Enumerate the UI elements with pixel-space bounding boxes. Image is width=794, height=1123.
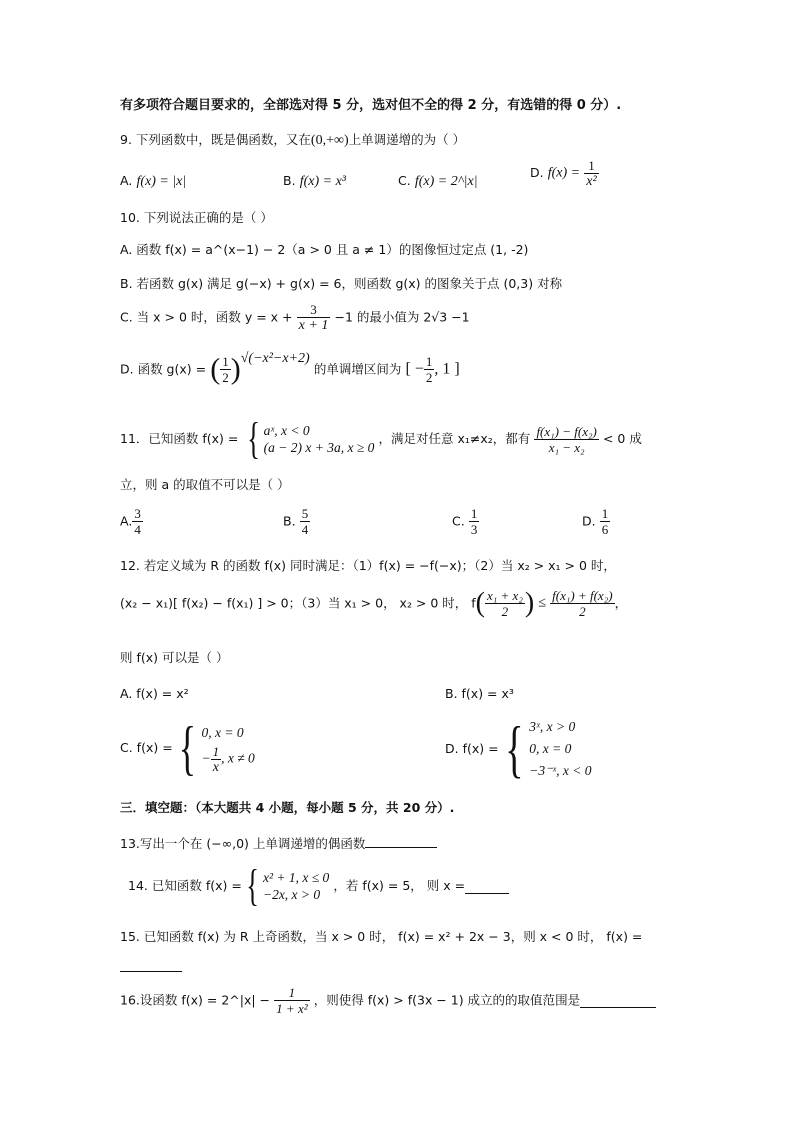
q9-option-c [398,172,478,191]
q12-c-case2-post: , x ≠ 0 [221,750,255,766]
q11-piecewise [264,422,375,456]
q10-c-den: x + 1 [298,318,329,333]
q11-option-d [582,506,610,544]
q11-d-num: 1 [601,506,609,521]
q10-d-int-num: 1 [425,354,433,369]
q12-d-case2: 0, x = 0 [529,741,572,756]
section-header-note: 有多项符合题目要求的，全部选对得 5 分，选对但不全的得 2 分，有选错的得 0 分）. [120,98,622,113]
q12-option-a: A. f(x) = x² [120,686,189,701]
q10-d-den: 2 [222,370,229,385]
q11-a-fraction [132,506,143,537]
q12-avg-fraction [550,588,614,619]
q10-d-interval-fraction [424,354,435,385]
q12-line3: 则 f(x) 可以是（ ） [120,650,229,665]
q11-stem-mid: ，满足对任意 x₁≠x₂，都有 [378,431,531,446]
question-11: 11．已知函数 f(x) = { aˣ, x < 0 (a − 2) x + 3a, x ≥ 0 ，满足对任意 x₁≠x₂，都有 $\frac{\text{f(x₁) − f(x₂)}}{\text{x₁ − x₂}}$ < 0 成 [120,414,642,463]
question-9 [120,131,465,150]
q9-d-den: x² [586,174,597,189]
q11-c-fraction [469,506,480,537]
q11-c-label: C. [452,513,465,529]
q12-c-pre: C. f(x) = [120,740,173,755]
q11-b-den: 4 [301,522,309,537]
q9-c-label: C. [398,173,411,188]
q9-option-a [120,172,186,191]
q12-num2: f(x₁) + f(x₂) [552,588,613,603]
q12-num1: x₁ + x₂ [487,588,523,603]
q12-le: ≤ [538,595,547,611]
q12-c-den: x [212,759,219,775]
q16-num: 1 [274,985,309,1001]
question-10: 10. 下列说法正确的是（ ） [120,210,273,225]
q14-answer-blank[interactable] [465,879,509,894]
q12-c-piecewise [202,722,255,775]
q12-den2: 2 [579,604,586,619]
q10-c-fraction [297,302,331,333]
q11-a-label: A. [120,513,133,529]
q11-stem-end: < 0 成 [602,431,642,446]
question-16 [120,985,656,1021]
q10-option-b: B. 若函数 g(x) 满足 g(−x) + g(x) = 6，则函数 g(x) 的图象关于点 (0,3) 对称 [120,276,563,291]
q9-a-expr: f(x) = |x| [136,174,187,189]
q10-d-exponent: √(−x²−x+2) [240,351,310,366]
q10-d-mid: 的单调增区间为 [313,361,402,377]
q9-d-num: 1 [584,158,598,174]
q9-a-label: A. [120,173,133,188]
q9-c-expr: f(x) = 2^|x| [414,174,478,189]
q12-line2: (x₂ − x₁)[ f(x₂) − f(x₁) ] > 0；（3）当 x₁ > 0， x₂ > 0 时， f( $\frac{\text{x₁ + x₂}}{2}$ ) ≤ $\frac{\text{f(x₁) + f(x₂)}}{2}$ ， [120,587,628,619]
q12-c-case2-pre: − [201,750,211,766]
q11-option-a [120,506,143,544]
q11-d-den: 6 [601,522,609,537]
q16-fraction [274,985,309,1016]
q11-d-label: D. [582,513,596,529]
q9-b-expr: f(x) = x³ [299,174,346,189]
q11-b-label: B. [283,513,296,529]
q11-line2: 立，则 a 的取值不可以是（ ） [120,477,290,492]
q12-d-case3: −3⁻ˣ, x < 0 [529,763,592,778]
q14-case1: x² + 1, x ≤ 0 [262,870,330,885]
q9-option-d [530,158,599,198]
q11-a-num: 3 [134,506,141,521]
q9-stem-end: 上单调递增的为（ ） [348,132,466,147]
q10-option-d: D. 函数 g(x) = ( $\frac{1}{2}$ )$^{√(-x^2-x+2)}$ 的单调增区间为 [ − $\frac{1}{2}$ , 1 ] [120,351,460,386]
q11-option-c [452,506,479,544]
q12-den1: 2 [501,604,509,619]
q16-pre: 16.设函数 f(x) = 2^|x| − [120,992,271,1008]
question-13 [120,833,437,853]
q11-d-fraction [600,506,611,537]
q9-option-b [283,172,346,191]
q13-answer-blank[interactable] [365,833,437,848]
q10-option-c [120,302,470,342]
q10-d-interval-open: [ − [405,360,424,378]
q10-d-pre: D. 函数 g(x) = [120,361,207,377]
q12-c-case1: 0, x = 0 [201,724,244,740]
q12-option-d: D. f(x) ={ 3ˣ, x > 0 0, x = 0 −3⁻ˣ, x < 0 [445,713,592,784]
q11-case2: (a − 2) x + 3a, x ≥ 0 [263,440,375,455]
q12-c-num: 1 [212,743,220,759]
question-15: 15. 已知函数 f(x) 为 R 上奇函数，当 x > 0 时， f(x) = x² + 2x − 3，则 x < 0 时， f(x) = [120,929,643,944]
q14-case2: −2x, x > 0 [262,887,321,902]
q12-d-piecewise [529,716,591,782]
q10-option-a: A. 函数 f(x) = a^(x−1) − 2（a > 0 且 a ≠ 1）的图像恒过定点 (1, -2) [120,242,529,257]
q14-post: ，若 f(x) = 5， 则 x = [333,878,466,893]
q12-d-case1: 3ˣ, x > 0 [529,719,576,734]
q9-d-lhs: f(x) = [547,165,581,181]
q10-d-int-den: 2 [425,370,433,385]
question-12: 12. 若定义域为 R 的函数 f(x) 同时满足：（1）f(x) = −f(−x)；（2）当 x₂ > x₁ > 0 时， [120,558,616,573]
q11-frac-den: x₁ − x₂ [548,439,585,455]
q11-case1: aˣ, x < 0 [263,423,310,438]
q14-pre: 14. 已知函数 f(x) = [128,878,242,893]
q9-b-label: B. [283,173,296,188]
q9-d-label: D. [530,165,544,180]
q12-option-b: B. f(x) = x³ [445,686,514,701]
q14-piecewise [263,869,329,903]
q12-c-case2-fraction [211,744,222,775]
q11-c-num: 1 [470,506,478,521]
q12-mid-fraction [485,588,525,619]
q9-stem: 9. 下列函数中，既是偶函数，又在 [120,132,311,147]
q9-interval: (0,+∞) [310,133,349,148]
q16-den: 1 + x² [276,1001,308,1016]
q11-b-num: 5 [301,506,309,521]
q12-option-c: C. f(x) ={ 0, x = 0 − $\frac{1}{x}$ , x ≠ 0 [120,715,255,781]
q12-d-pre: D. f(x) = [445,741,499,756]
q15-answer-blank[interactable] [120,957,182,972]
q10-c-num: 3 [297,302,331,318]
q12-line2-pre: (x₂ − x₁)[ f(x₂) − f(x₁) ] > 0；（3）当 x₁ > 0， x₂ > 0 时， f [120,595,476,611]
q11-stem-pre: 11．已知函数 f(x) = [120,431,239,446]
question-14: 14. 已知函数 f(x) ={ x² + 1, x ≤ 0 −2x, x > 0 ，若 f(x) = 5， 则 x = [128,864,509,912]
q11-b-fraction [300,506,311,537]
q11-frac-num: f(x₁) − f(x₂) [536,423,597,439]
q11-c-den: 3 [470,522,478,537]
q9-d-fraction [584,158,598,189]
q10-d-base-fraction [220,354,231,385]
q11-option-b [283,506,310,544]
q16-post: ，则使得 f(x) > f(3x − 1) 成立的的取值范围是 [313,992,581,1008]
q11-fraction [534,424,598,455]
q16-answer-blank[interactable] [580,993,656,1008]
q10-c-pre: C. 当 x > 0 时，函数 y = x + [120,309,293,325]
section-3-title: 三．填空题：（本大题共 4 小题，每小题 5 分，共 20 分）. [120,800,455,815]
q12-line2-end: ， [614,595,628,611]
q11-a-den: 4 [134,522,141,537]
q13-text: 13.写出一个在 (−∞,0) 上单调递增的偶函数 [120,836,366,851]
q10-d-num: 1 [222,354,229,369]
q10-c-post: −1 的最小值为 2√3 −1 [334,309,470,325]
q10-d-interval-close: , 1 ] [434,360,460,378]
